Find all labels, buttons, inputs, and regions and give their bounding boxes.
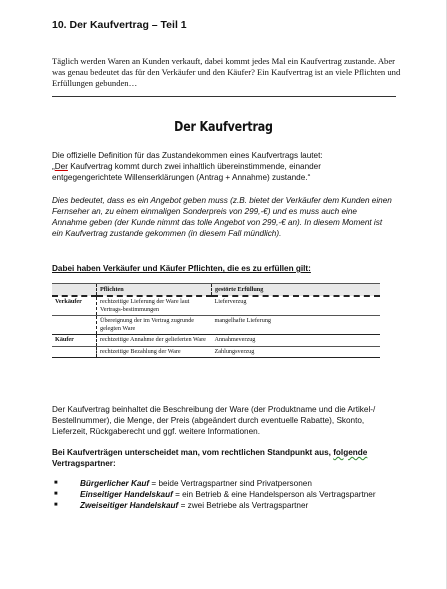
- table-cell: Annahmeverzug: [212, 334, 381, 346]
- bullet-icon: ■: [54, 480, 58, 486]
- example-paragraph: Dies bedeutet, dass es ein Angebot geben muss (z.B. bietet der Verkäufer dem Kunden einen Fernseher an, zu einem einmaligen Sonderpreis von 299,-€) und es muss auch eine Annahme geben (der Kunde nimmt das tolle Angebot von 299,-€ an). In diesem Moment ist ein Kaufvertrag zustande gekommen (in diesem Fall mündlich).: [52, 196, 392, 238]
- list-item: [52, 478, 376, 489]
- list-item-desc: = ein Betrieb & eine Handelsperson als Vertragspartner: [172, 490, 376, 499]
- table-cell: [52, 315, 97, 334]
- table-row: [52, 296, 380, 316]
- list-item: [52, 489, 376, 500]
- definition-paragraph: [52, 150, 392, 183]
- list-item-desc: = beide Vertragspartner sind Privatpersonen: [149, 479, 312, 488]
- intro-paragraph: Täglich werden Waren an Kunden verkauft, dabei kommt jedes Mal ein Kaufvertrag zustande. Aber was genau bedeutet das für den Verkäufer und den Käufer? Ein Kaufvertrag ist an viele Pflichten und Erfüllungen gebunden…: [52, 56, 401, 88]
- table-cell: Übereignung der im Vertrag zugrunde gelegten Ware: [97, 315, 212, 334]
- table-header-cell: gestörte Erfüllung: [212, 284, 381, 296]
- table-cell: rechtzeitige Annahme der gelieferten Ware: [97, 334, 212, 346]
- definition-lead: Die offizielle Definition für das Zustandekommen eines Kaufvertrags lautet:: [52, 151, 323, 160]
- quote-text: Kaufvertrag kommt durch zwei inhaltlich übereinstimmende, einander entgegengerichtete Willenserklärungen (Antrag + Annahme) zustande.“: [52, 162, 321, 182]
- contents-paragraph: Der Kaufvertrag beinhaltet die Beschreibung der Ware (der Produktname und die Artikel-/ Bestellnummer), die Menge, der Preis (abgeändert durch eventuelle Rabatte), Skonto, Lieferzeit, Rückgaberecht und ggf. weitere Informationen.: [52, 405, 376, 436]
- duties-table: [52, 283, 380, 358]
- table-header-row: [52, 284, 380, 296]
- table-cell: rechtzeitige Lieferung der Ware laut Vertrags-bestimmungen: [97, 296, 212, 316]
- table-row: [52, 346, 380, 358]
- list-item-term: Einseitiger Handelskauf: [80, 490, 173, 499]
- types-heading: [52, 447, 392, 469]
- table-cell: Käufer: [52, 334, 97, 346]
- quote-open: „: [52, 162, 55, 171]
- types-heading-text: Bei Kaufverträgen unterscheidet man, vom rechtlichen Standpunkt aus,: [52, 448, 331, 457]
- list-item: [52, 500, 376, 511]
- bullet-icon: ■: [54, 502, 58, 508]
- table-cell: Lieferverzug: [212, 296, 381, 316]
- page-title: Der Kaufvertrag: [174, 119, 273, 135]
- list-item-term: Zweiseitiger Handelskauf: [80, 501, 179, 510]
- contract-types-list: [52, 478, 376, 511]
- spellcheck-marked-word: folgende: [333, 448, 368, 457]
- types-heading-tail: Vertragspartner:: [52, 459, 116, 468]
- table-header-cell: Pflichten: [97, 284, 212, 296]
- list-item-desc: = zwei Betriebe als Vertragspartner: [178, 501, 309, 510]
- quote-marked-word: Der: [54, 162, 68, 171]
- section-heading: 10. Der Kaufvertrag – Teil 1: [52, 19, 187, 31]
- list-item-term: Bürgerlicher Kauf: [80, 479, 150, 488]
- table-header-cell: [52, 284, 97, 296]
- table-row: [52, 334, 380, 346]
- table-cell: Verkäufer: [52, 296, 97, 316]
- table-cell: mangelhafte Lieferung: [212, 315, 381, 334]
- table-cell: Zahlungsverzug: [212, 346, 381, 358]
- duties-heading: Dabei haben Verkäufer und Käufer Pflichten, die es zu erfüllen gilt:: [52, 264, 311, 273]
- bullet-icon: ■: [54, 491, 58, 497]
- table-row: [52, 315, 380, 334]
- table-cell: rechtzeitige Bezahlung der Ware: [97, 346, 212, 358]
- table-cell: [52, 346, 97, 358]
- horizontal-divider: [52, 96, 396, 97]
